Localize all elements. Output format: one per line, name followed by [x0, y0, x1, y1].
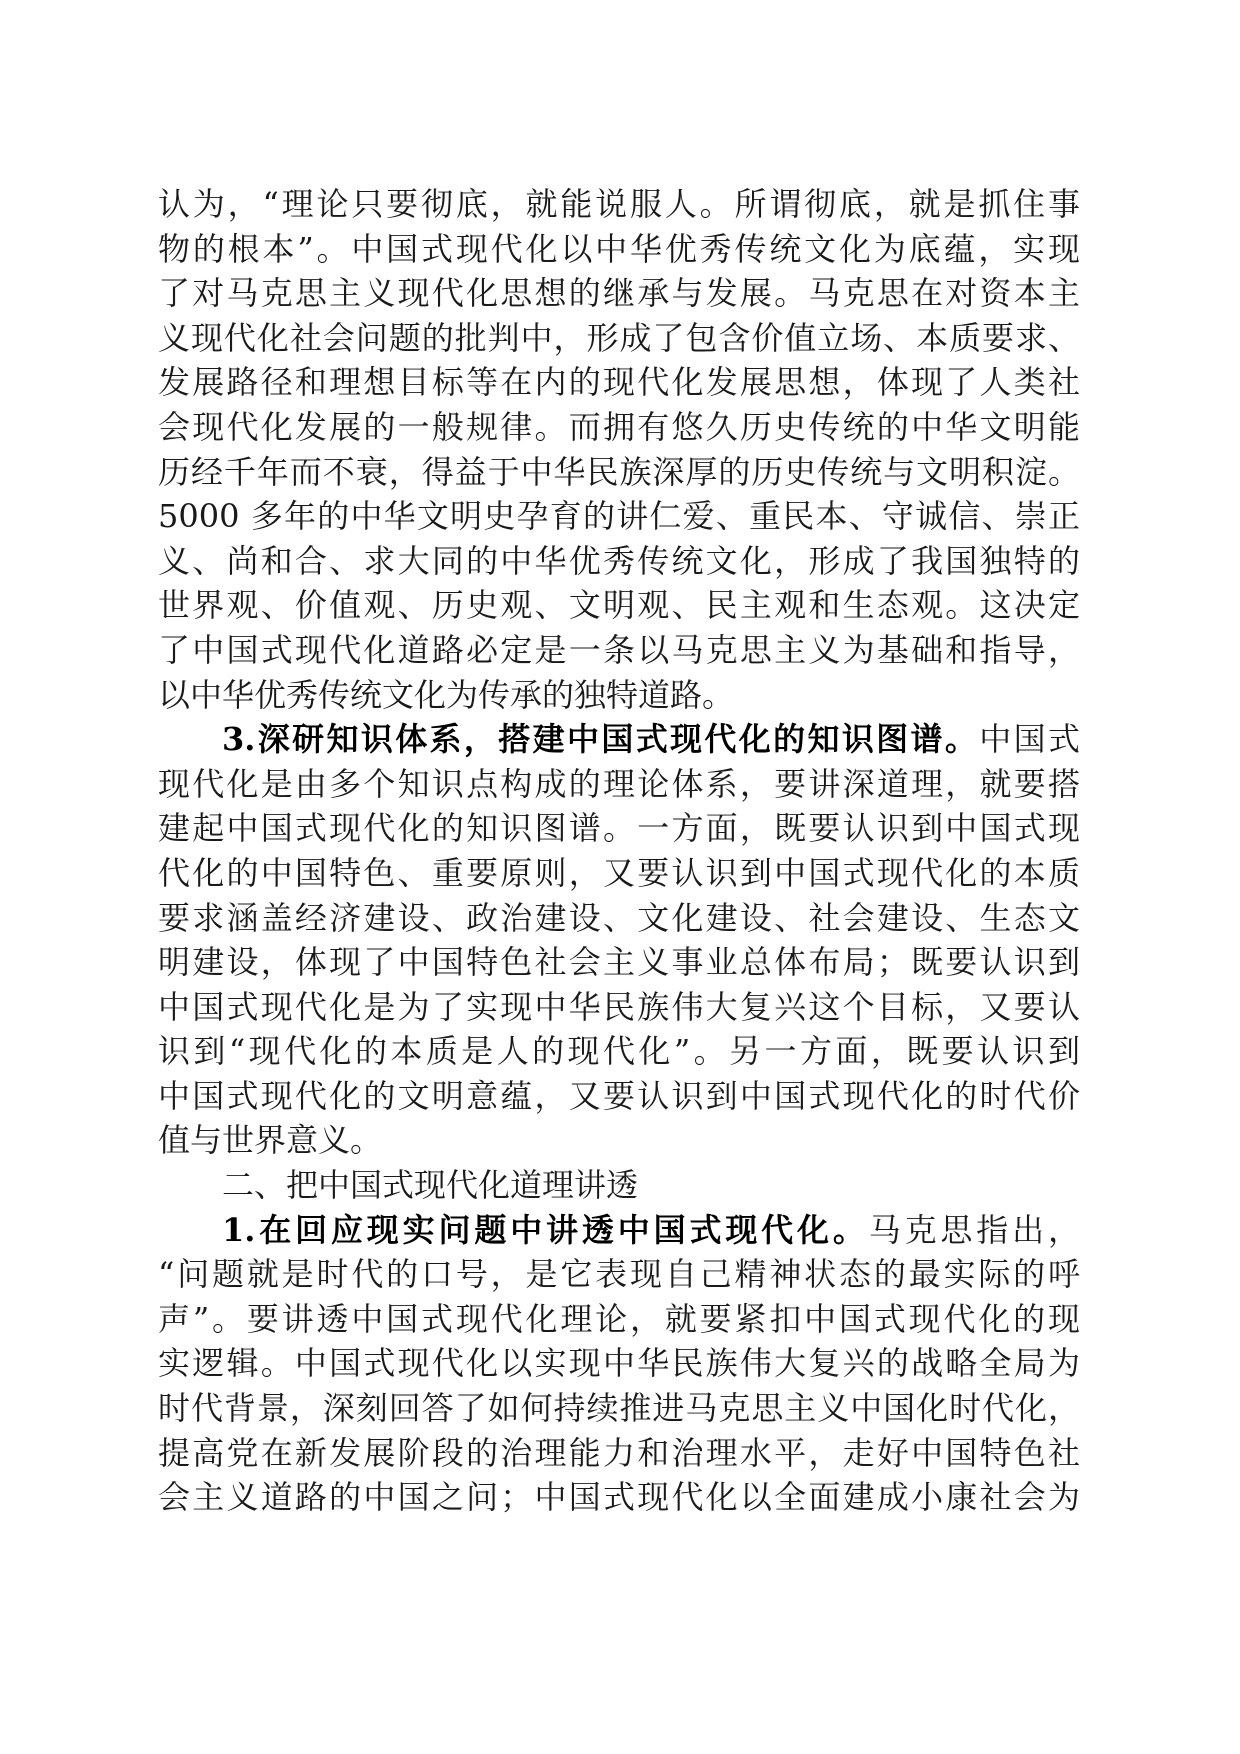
body-line: 物的根本”。中国式现代化以中华优秀传统文化为底蕴，实现: [158, 229, 1080, 268]
section-heading: 二、把中国式现代化道理讲透: [222, 1166, 639, 1205]
body-line: 义、尚和合、求大同的中华优秀传统文化，形成了我国独特的: [158, 541, 1080, 580]
body-line: 建起中国式现代化的知识图谱。一方面，既要认识到中国式现: [158, 809, 1080, 848]
body-line: 中国式现代化是为了实现中华民族伟大复兴这个目标，又要认: [158, 987, 1080, 1026]
body-line: 历经千年而不衰，得益于中华民族深厚的历史传统与文明积淀。: [158, 452, 1080, 491]
body-line: 声”。要讲透中国式现代化理论，就要紧扣中国式现代化的现: [158, 1299, 1080, 1338]
body-line: 会现代化发展的一般规律。而拥有悠久历史传统的中华文明能: [158, 407, 1080, 446]
body-line: “问题就是时代的口号，是它表现自己精神状态的最实际的呼: [158, 1255, 1080, 1294]
subheading-bold-lead: 1.在回应现实问题中讲透中国式现代化。: [222, 1210, 869, 1249]
body-line: 现代化是由多个知识点构成的理论体系，要讲深道理，就要搭: [158, 764, 1080, 803]
paragraph-first-line: [158, 717, 1080, 762]
body-line: 中国式现代化的文明意蕴，又要认识到中国式现代化的时代价: [158, 1076, 1080, 1115]
body-line: 实逻辑。中国式现代化以实现中华民族伟大复兴的战略全局为: [158, 1344, 1080, 1383]
body-line: 值与世界意义。: [158, 1121, 383, 1160]
body-line: 识到“现代化的本质是人的现代化”。另一方面，既要认识到: [158, 1032, 1080, 1071]
paragraph-first-line: [158, 1208, 1080, 1253]
body-line: 义现代化社会问题的批判中，形成了包含价值立场、本质要求、: [158, 318, 1080, 357]
body-text: 马克思指出，: [868, 1210, 1080, 1249]
document-body: [158, 182, 1080, 1520]
body-line: 以中华优秀传统文化为传承的独特道路。: [158, 675, 735, 714]
body-line: 会主义道路的中国之问；中国式现代化以全面建成小康社会为: [158, 1478, 1080, 1517]
subheading-bold-lead: 3.深研知识体系，搭建中国式现代化的知识图谱。: [222, 720, 980, 759]
body-line: 认为，“理论只要彻底，就能说服人。所谓彻底，就是抓住事: [158, 185, 1080, 223]
body-line: 了中国式现代化道路必定是一条以马克思主义为基础和指导，: [158, 630, 1080, 669]
body-line: 世界观、价值观、历史观、文明观、民主观和生态观。这决定: [158, 586, 1080, 625]
body-line: 代化的中国特色、重要原则，又要认识到中国式现代化的本质: [158, 853, 1080, 892]
body-text: 中国式: [979, 720, 1080, 759]
body-line: 5000 多年的中华文明史孕育的讲仁爱、重民本、守诚信、崇正: [158, 497, 1080, 536]
body-line: 明建设，体现了中国特色社会主义事业总体布局；既要认识到: [158, 943, 1080, 982]
body-line: 了对马克思主义现代化思想的继承与发展。马克思在对资本主: [158, 274, 1080, 313]
body-line: 提高党在新发展阶段的治理能力和治理水平，走好中国特色社: [158, 1433, 1080, 1472]
body-line: 发展路径和理想目标等在内的现代化发展思想，体现了人类社: [158, 363, 1080, 402]
body-line: 要求涵盖经济建设、政治建设、文化建设、社会建设、生态文: [158, 898, 1080, 937]
body-line: 时代背景，深刻回答了如何持续推进马克思主义中国化时代化，: [158, 1389, 1080, 1428]
